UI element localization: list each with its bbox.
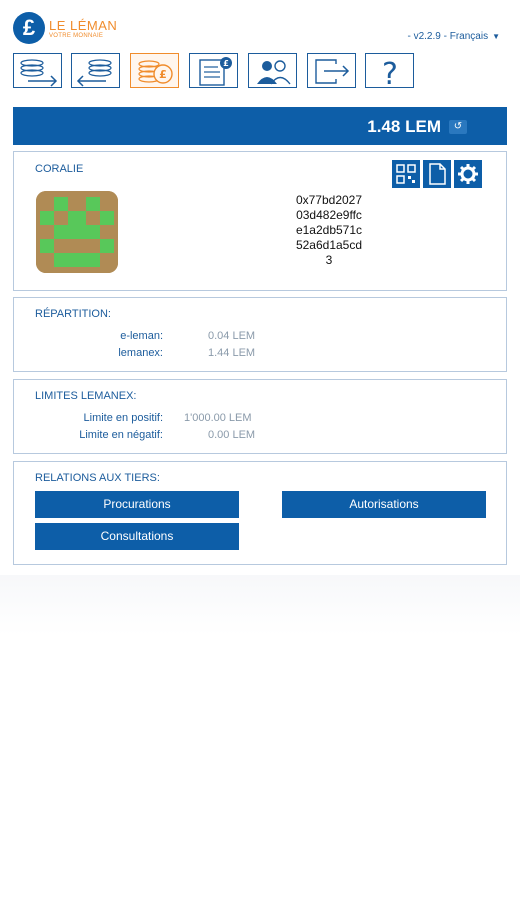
transactions-button[interactable]	[189, 53, 238, 88]
positive-limit-value: 1'000.00 LEM	[184, 412, 252, 424]
logo-icon: £	[13, 12, 45, 44]
lemanex-label: lemanex:	[118, 347, 163, 359]
account-name: CORALIE	[35, 163, 84, 175]
address-line: 52a6d1a5cd	[295, 238, 363, 252]
e-leman-value: 0.04 LEM	[208, 330, 256, 342]
balance-amount: 1.48 LEM	[367, 117, 441, 136]
avatar	[36, 191, 118, 273]
wallet-icon	[131, 54, 180, 89]
logo-subtitle: VOTRE MONNAIE	[49, 33, 104, 39]
language-selector[interactable]: Français	[449, 31, 489, 42]
repartition-panel	[13, 297, 507, 372]
logout-button[interactable]	[307, 53, 356, 88]
address-line: 3	[325, 253, 333, 267]
settings-button[interactable]	[454, 160, 482, 188]
e-leman-label: e-leman:	[120, 330, 163, 342]
wallet-address	[279, 193, 379, 268]
relations-panel	[13, 461, 507, 565]
version-language	[407, 31, 500, 42]
limits-panel	[13, 379, 507, 454]
logout-icon	[308, 54, 357, 89]
gear-icon	[454, 160, 482, 188]
contacts-icon	[249, 54, 298, 89]
address-line: 0x77bd2027	[295, 193, 363, 207]
positive-limit-label: Limite en positif:	[83, 412, 163, 424]
logo-title: LE LÉMAN	[49, 18, 118, 33]
relations-title: RELATIONS AUX TIERS:	[35, 472, 160, 484]
account-panel	[13, 151, 507, 291]
limits-title: LIMITES LEMANEX:	[35, 390, 137, 402]
lemanex-value: 1.44 LEM	[208, 347, 256, 359]
help-icon	[366, 54, 415, 89]
bottom-fade	[0, 575, 520, 635]
app-header	[0, 0, 520, 52]
chevron-down-icon[interactable]: ▼	[492, 32, 500, 41]
svg-text:£: £	[223, 59, 229, 68]
pay-icon	[14, 54, 63, 89]
address-line: 03d482e9ffc	[296, 208, 362, 222]
identicon-image	[36, 191, 118, 273]
document-button[interactable]	[423, 160, 451, 188]
pay-button[interactable]	[13, 53, 62, 88]
address-line: e1a2db571c	[295, 223, 363, 237]
negative-limit-label: Limite en négatif:	[79, 429, 163, 441]
help-button[interactable]	[365, 53, 414, 88]
wallet-button[interactable]	[130, 53, 179, 88]
receive-icon	[72, 54, 121, 89]
svg-text:?: ?	[382, 57, 398, 89]
negative-limit-value: 0.00 LEM	[208, 429, 256, 441]
document-icon	[423, 160, 451, 188]
contacts-button[interactable]	[248, 53, 297, 88]
consultations-button[interactable]: Consultations	[35, 523, 239, 550]
procurations-button[interactable]: Procurations	[35, 491, 239, 518]
balance-bar	[13, 107, 507, 145]
repartition-title: RÉPARTITION:	[35, 308, 111, 320]
svg-text:£: £	[159, 68, 167, 81]
receive-button[interactable]	[71, 53, 120, 88]
transactions-icon	[190, 54, 239, 89]
qr-code-button[interactable]	[392, 160, 420, 188]
refresh-icon[interactable]: ↺	[449, 120, 467, 134]
autorisations-button[interactable]: Autorisations	[282, 491, 486, 518]
version-label: - v2.2.9 -	[407, 31, 447, 42]
qr-code-icon	[392, 160, 420, 188]
